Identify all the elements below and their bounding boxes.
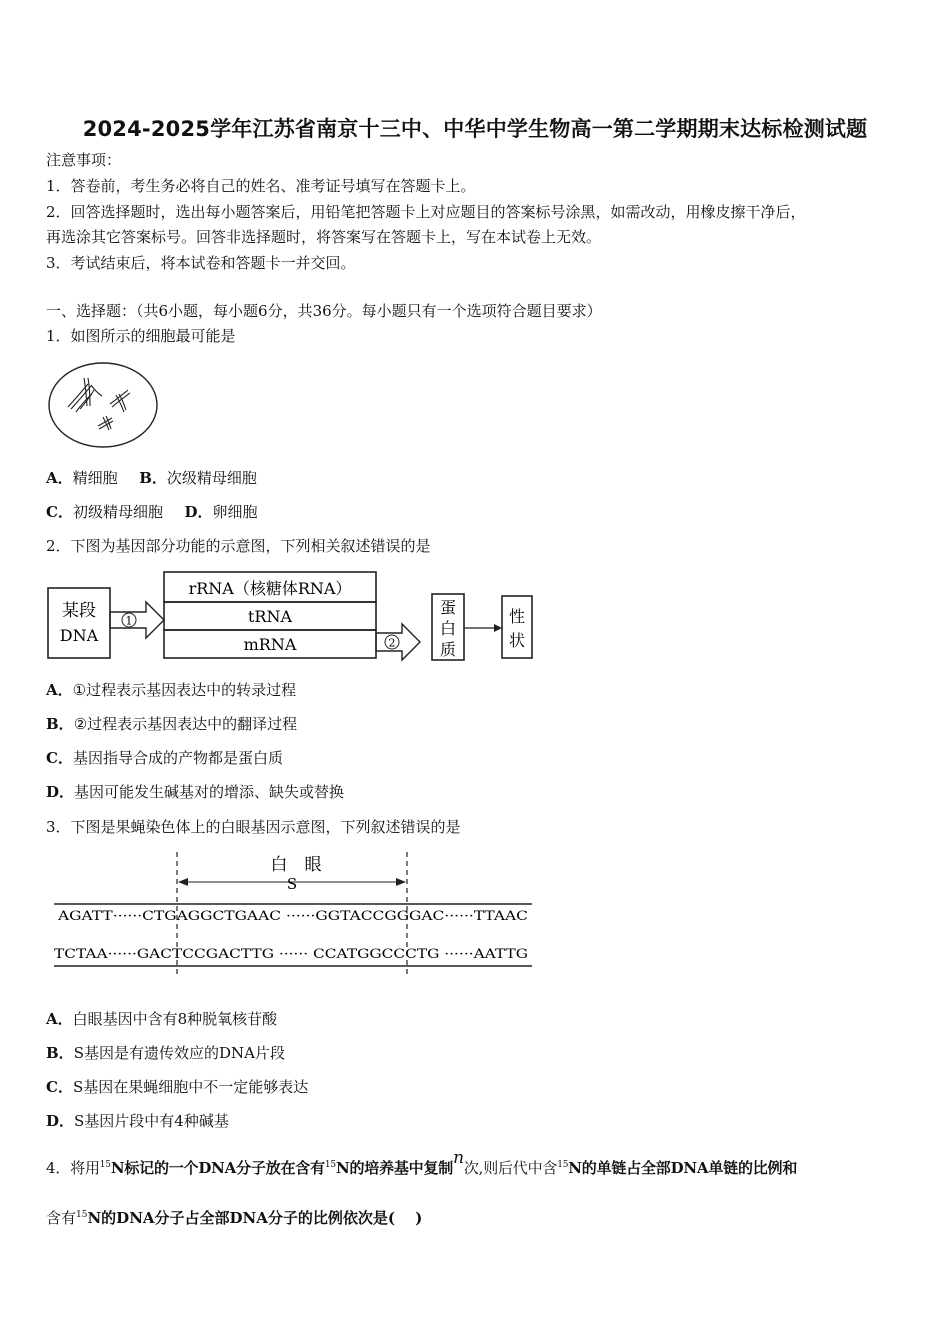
q3-option-d-text: S基因片段中有4种碱基	[74, 1112, 229, 1130]
trait-char-2: 状	[508, 631, 526, 650]
question-2-stem: 2．下图为基因部分功能的示意图，下列相关叙述错误的是	[46, 537, 431, 555]
q2-option-d	[46, 782, 344, 802]
q4-sup-4: 15	[76, 1210, 88, 1220]
step-1-label: 1	[125, 614, 133, 628]
q3-option-b-text: S基因是有遗传效应的DNA片段	[73, 1044, 285, 1062]
q1-option-a-text: 精细胞	[72, 469, 118, 487]
dna-label-line2: DNA	[59, 626, 99, 645]
question-4-stem-line1	[46, 1148, 798, 1178]
q4-part4: 次,则后代中含	[463, 1159, 558, 1177]
chromosome-medium	[110, 390, 130, 412]
q2-option-a-text: ①过程表示基因表达中的转录过程	[72, 681, 297, 699]
cell-membrane	[49, 363, 157, 447]
q1-option-b-text: 次级精母细胞	[166, 469, 257, 487]
question-1-stem: 1．如图所示的细胞最可能是	[46, 327, 236, 345]
q2-option-c-text: 基因指导合成的产物都是蛋白质	[72, 749, 283, 767]
trna-label: tRNA	[247, 607, 293, 626]
strand-top-sequence: AGATT······CTGAGGCTGAAC ······GGTACCGGGAC······TTAAC	[56, 908, 528, 923]
cell-diagram	[46, 360, 162, 452]
q2-option-c-letter: C．	[46, 749, 73, 767]
q4-line2a: 含有	[46, 1209, 77, 1227]
rrna-label: rRNA（核糖体RNA）	[188, 579, 352, 598]
strand-bottom-sequence: TCTAA······GACTCCGACTTG ······ CCATGGCCCTG ······AATTG	[54, 946, 528, 961]
dna-label-line1: 某段	[62, 601, 96, 621]
segment-s-label: S	[286, 875, 298, 893]
notice-item-2: 2．回答选择题时，选出每小题答案后，用铅笔把答题卡上对应题目的答案标号涂黑，如需改动，用橡皮擦干净后，	[46, 203, 806, 221]
q1-option-a-letter: A．	[46, 469, 73, 487]
q4-part1: 将用	[70, 1159, 100, 1177]
q1-option-d-letter: D．	[184, 503, 213, 521]
white-eye-label: 白 眼	[270, 855, 322, 875]
q2-option-c	[46, 748, 283, 768]
protein-char-3: 质	[439, 640, 457, 659]
q4-sup-3: 15	[557, 1160, 569, 1170]
q3-option-a-text: 白眼基因中含有8种脱氧核苷酸	[72, 1010, 278, 1028]
q3-option-c	[46, 1077, 308, 1097]
q2-option-a	[46, 680, 296, 700]
section-heading: 一、选择题：（共6小题，每小题6分，共36分。每小题只有一个选项符合题目要求）	[46, 302, 602, 320]
question-4-stem-line2	[46, 1208, 422, 1228]
q2-option-b-text: ②过程表示基因表达中的翻译过程	[73, 715, 298, 733]
arrow-2	[376, 624, 420, 660]
step-2-label: 2	[388, 636, 396, 650]
q4-sup-1: 15	[99, 1160, 111, 1170]
q4-part5: N的单链占全部DNA单链的比例和	[568, 1159, 798, 1177]
q3-option-c-letter: C．	[46, 1078, 73, 1096]
q2-option-b-letter: B．	[46, 715, 74, 733]
q1-option-b-letter: B．	[139, 469, 167, 487]
q4-line2b: N的DNA分子占全部DNA分子的比例依次是( )	[87, 1209, 423, 1227]
q2-option-d-letter: D．	[46, 783, 75, 801]
segment-arrow-left	[178, 878, 188, 886]
q3-option-d-letter: D．	[46, 1112, 75, 1130]
q2-option-b	[46, 714, 297, 734]
q3-option-b-letter: B．	[46, 1044, 74, 1062]
segment-arrow-right	[396, 878, 406, 886]
q1-options-ab	[46, 468, 257, 488]
q1-option-c-letter: C．	[46, 503, 73, 521]
notice-heading: 注意事项：	[46, 151, 122, 169]
q4-part2: N标记的一个DNA分子放在含有	[110, 1159, 325, 1177]
white-eye-gene-diagram	[52, 850, 536, 980]
q2-option-a-letter: A．	[46, 681, 73, 699]
page-title: 2024-2025学年江苏省南京十三中、中华中学生物高一第二学期期末达标检测试题	[82, 117, 868, 141]
arrow-1	[110, 602, 164, 638]
chromosome-small	[98, 416, 113, 430]
q2-option-d-text: 基因可能发生碱基对的增添、缺失或替换	[74, 783, 345, 801]
q1-option-d-text: 卵细胞	[212, 503, 258, 521]
dna-box	[48, 588, 110, 658]
question-3-stem: 3．下图是果蝇染色体上的白眼基因示意图，下列叙述错误的是	[46, 818, 461, 836]
q4-number: 4．	[46, 1159, 71, 1177]
notice-item-3: 3．考试结束后，将本试卷和答题卡一并交回。	[46, 254, 356, 272]
q3-option-a-letter: A．	[46, 1010, 73, 1028]
q3-option-a	[46, 1009, 277, 1029]
protein-char-1: 蛋	[439, 598, 457, 617]
q4-sup-2: 15	[324, 1160, 336, 1170]
arrow-3-head	[494, 624, 502, 632]
notice-item-2-cont: 再选涂其它答案标号。回答非选择题时，将答案写在答题卡上，写在本试卷上无效。	[46, 228, 602, 246]
trait-char-1: 性	[508, 607, 526, 626]
notice-item-1: 1．答卷前，考生务必将自己的姓名、准考证号填写在答题卡上。	[46, 177, 476, 195]
q3-option-d	[46, 1111, 229, 1131]
chromosome-large	[68, 378, 102, 412]
q3-option-b	[46, 1043, 285, 1063]
q4-part3: N的培养基中复制	[335, 1159, 454, 1177]
mrna-label: mRNA	[243, 635, 297, 654]
q1-options-cd	[46, 502, 258, 522]
protein-char-2: 白	[439, 619, 457, 638]
q3-option-c-text: S基因在果蝇细胞中不一定能够表达	[72, 1078, 309, 1096]
q1-option-c-text: 初级精母细胞	[72, 503, 163, 521]
q4-n-variable: n	[453, 1148, 464, 1168]
gene-function-diagram	[46, 568, 534, 664]
